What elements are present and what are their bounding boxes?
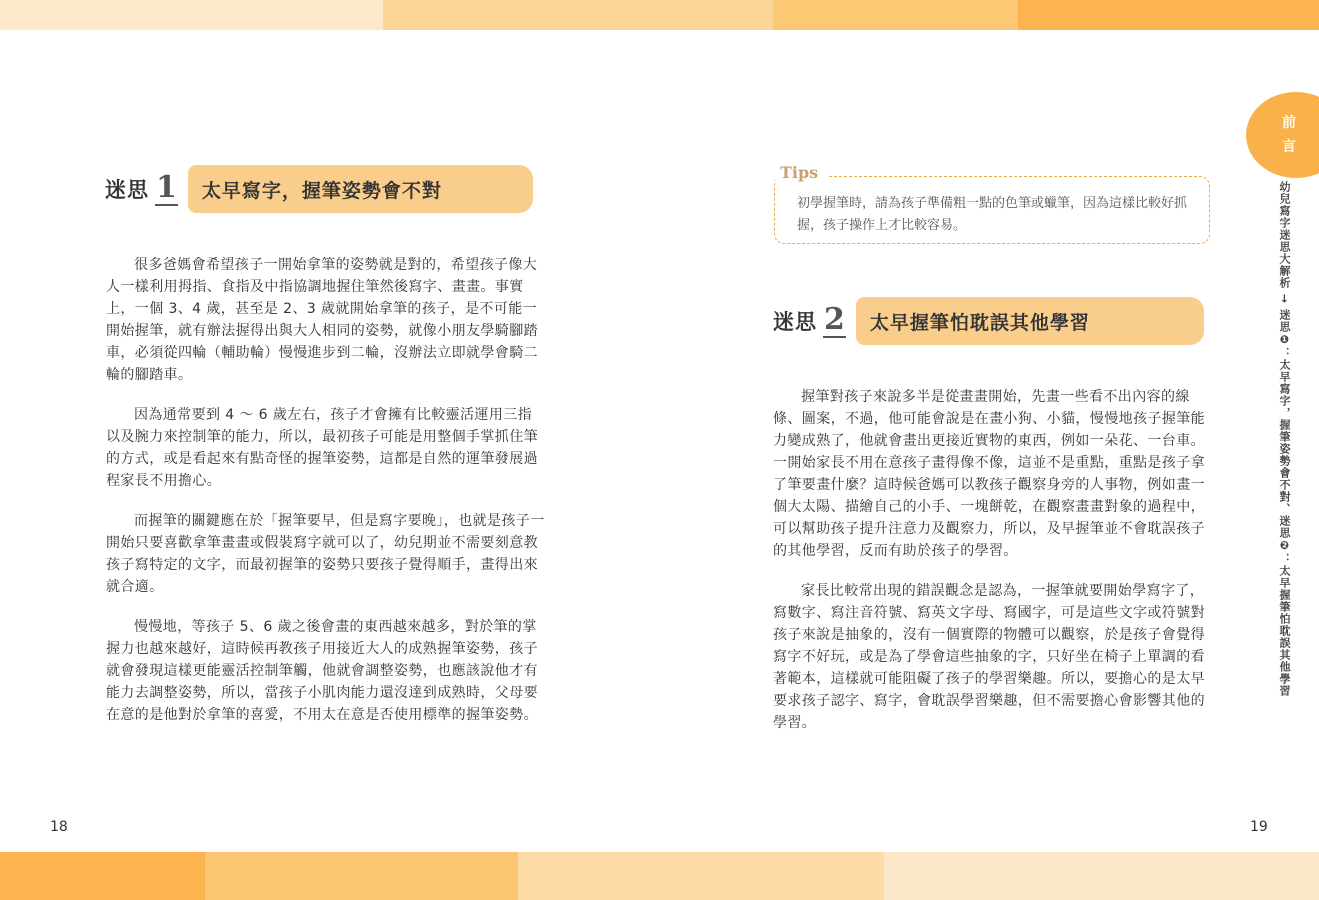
right-body-text — [773, 386, 1212, 752]
left-body-text — [106, 254, 545, 744]
left-paragraph: 而握筆的關鍵應在於「握筆要早，但是寫字要晚」，也就是孩子一開始只要喜歡拿筆畫畫或假裝寫字就可以了，幼兒期並不需要刻意教孩子寫特定的文字，而最初握筆的姿勢只要孩子覺得順手，畫得出來就合適。 — [106, 513, 545, 595]
bottom-band-segment — [0, 852, 205, 900]
bottom-color-band — [0, 852, 1319, 900]
myth-1-heading — [105, 165, 533, 213]
bottom-band-segment — [884, 852, 1319, 900]
right-paragraph: 握筆對孩子來說多半是從畫畫開始，先畫一些看不出內容的線條、圖案，不過，他可能會說是在畫小狗、小貓，慢慢地孩子握筆能力變成熟了，他就會畫出更接近實物的東西，例如一朵花、一台車。一開始家長不用在意孩子畫得像不像，這並不是重點，重點是孩子拿了筆要畫什麼？這時候爸媽可以教孩子觀察身旁的人事物，例如畫一個大太陽、描繪自己的小手、一塊餅乾，在觀察畫畫對象的過程中，可以幫助孩子提升注意力及觀察力，所以，及早握筆並不會耽誤孩子的其他學習，反而有助於孩子的學習。 — [773, 389, 1205, 559]
myth-1-label: 迷思 — [105, 178, 149, 202]
myth-1-number: 1 — [156, 169, 177, 205]
badge-char: 前 — [1282, 115, 1296, 131]
myth-2-number: 2 — [824, 301, 845, 337]
myth-2-heading — [773, 297, 1204, 345]
page-number-left: 18 — [50, 819, 68, 835]
myth-2-label: 迷思 — [773, 310, 817, 334]
tips-text: 初學握筆時，請為孩子準備粗一點的色筆或蠟筆，因為這樣比較好抓握，孩子操作上才比較容易。 — [797, 196, 1188, 233]
left-paragraph: 很多爸媽會希望孩子一開始拿筆的姿勢就是對的，希望孩子像大人一樣利用拇指、食指及中指協調地握住筆然後寫字、畫畫。事實上，一個 3、4 歲，甚至是 2、3 歲就開始拿筆的孩子，是不可能一開始握筆，就有辦法握得出與大人相同的姿勢，就像小朋友學騎腳踏車，必須從四輪（輔助輪）慢慢進步到二輪，沒辦法立即就學會騎二輪的腳踏車。 — [106, 257, 538, 383]
left-paragraph: 因為通常要到 4 ～ 6 歲左右，孩子才會擁有比較靈活運用三指以及腕力來控制筆的能力，所以，最初孩子可能是用整個手掌抓住筆的方式，或是看起來有點奇怪的握筆姿勢，這都是自然的運筆發展過程家長不用擔心。 — [106, 407, 538, 489]
top-band-segment — [0, 0, 383, 30]
page-number-right: 19 — [1250, 819, 1268, 835]
top-band-segment — [383, 0, 773, 30]
top-band-segment — [1018, 0, 1319, 30]
bottom-band-segment — [518, 852, 884, 900]
top-band-segment — [773, 0, 1018, 30]
running-header-vertical: 幼兒寫字迷思大解析 → 迷思❶：太早寫字，握筆姿勢會不對、迷思❷：太早握筆怕耽誤其他學習 — [1278, 181, 1291, 697]
section-badge — [1246, 92, 1319, 178]
bottom-band-segment — [205, 852, 518, 900]
tips-label: Tips — [776, 163, 828, 182]
myth-1-title: 太早寫字，握筆姿勢會不對 — [188, 165, 533, 213]
right-paragraph: 家長比較常出現的錯誤觀念是認為，一握筆就要開始學寫字了，寫數字、寫注音符號、寫英文字母、寫國字，可是這些文字或符號對孩子來說是抽象的，沒有一個實際的物體可以觀察，於是孩子會覺得寫字不好玩，或是為了學會這些抽象的字，只好坐在椅子上單調的看著範本，這樣就可能阻礙了孩子的學習樂趣。所以，要擔心的是太早要求孩子認字、寫字，會耽誤學習樂趣，但不需要擔心會影響其他的學習。 — [773, 583, 1205, 731]
myth-2-title: 太早握筆怕耽誤其他學習 — [856, 297, 1204, 345]
top-color-band — [0, 0, 1319, 30]
left-paragraph: 慢慢地，等孩子 5、6 歲之後會畫的東西越來越多，對於筆的掌握力也越來越好，這時候再教孩子用接近大人的成熟握筆姿勢，孩子就會發現這樣更能靈活控制筆觸，他就會調整姿勢，也應該說他才有能力去調整姿勢，所以，當孩子小肌肉能力還沒達到成熟時，父母要在意的是他對於拿筆的喜愛，不用太在意是否使用標準的握筆姿勢。 — [106, 619, 538, 723]
badge-char: 言 — [1282, 139, 1296, 155]
